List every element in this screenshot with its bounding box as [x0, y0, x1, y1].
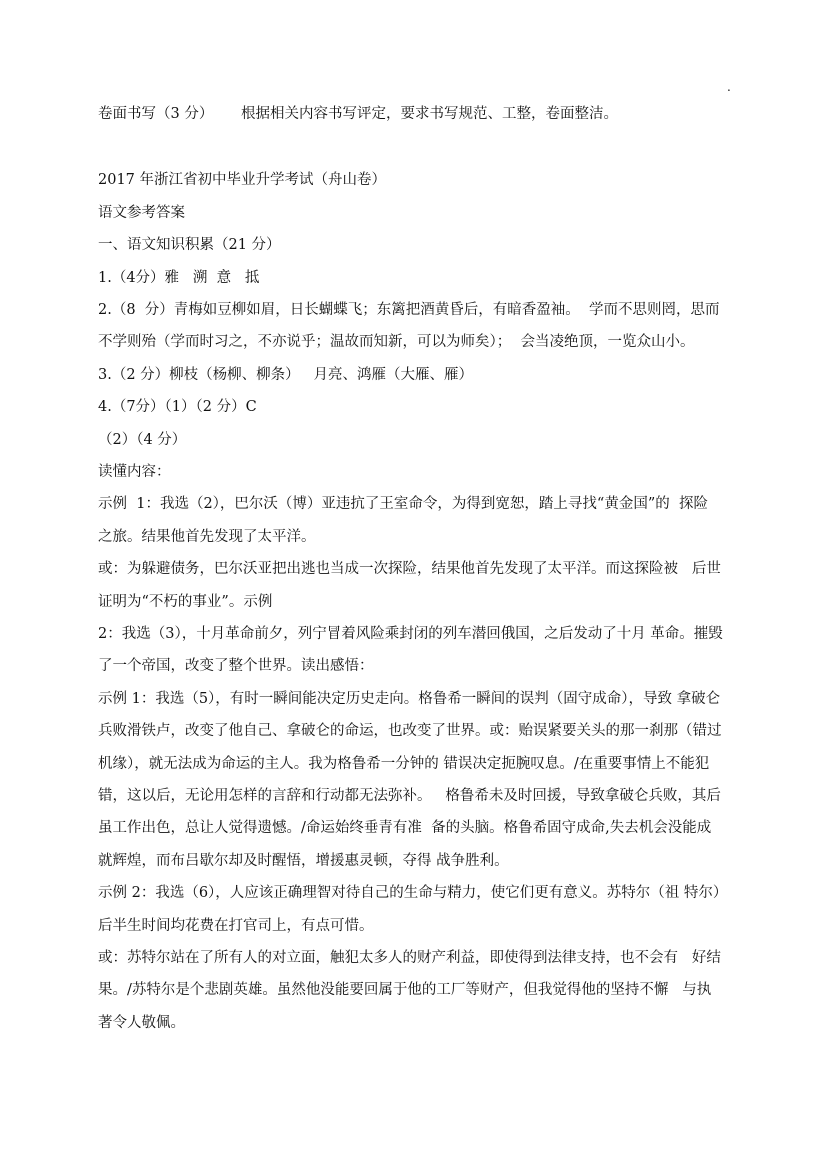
answer-line: 后半生时间均花费在打官司上，有点可惜。: [98, 918, 374, 934]
answer-line: 示例 1：我选（5），有时一瞬间能决定历史走向。格鲁希一瞬间的误判（固守成命），导致 拿破仑: [98, 691, 721, 707]
corner-mark: .: [727, 80, 731, 94]
answer-line: 2.（8 分）青梅如豆柳如眉，日长蝴蝶飞；东篱把酒黄昏后，有暗香盈袖。 学而不思则罔，思而: [98, 302, 720, 318]
answer-line: 机缘），就无法成为命运的主人。我为格鲁希一分钟的 错误决定扼腕叹息。/在重要事情上不能犯: [98, 756, 710, 772]
answer-line: 之旅。结果他首先发现了太平洋。: [98, 529, 316, 545]
answer-line: 错，这以后，无论用怎样的言辞和行动都无法弥补。 格鲁希未及时回援，导致拿破仑兵败，其后: [98, 788, 721, 804]
answer-line: 或：为躲避债务，巴尔沃亚把出逃也当成一次探险，结果他首先发现了太平洋。而这探险被 后世: [98, 561, 721, 577]
section-heading: 一、语文知识积累（21 分）: [98, 237, 281, 253]
handwriting-score-line: 卷面书写（3 分） 根据相关内容书写评定，要求书写规范、工整，卷面整洁。: [98, 106, 618, 122]
answer-line: 1.（4分）雅 溯 意 抵: [98, 270, 260, 286]
answer-line: 就辉煌，而布吕歇尔却及时醒悟，增援惠灵顿，夺得 战争胜利。: [98, 853, 509, 869]
answer-line: 果。/苏特尔是个悲剧英雄。虽然他没能要回属于他的工厂等财产，但我觉得他的坚持不懈 与执: [98, 982, 712, 998]
answer-line: 著令人敬佩。: [98, 1015, 185, 1031]
answer-line: 读懂内容：: [98, 464, 171, 480]
answer-line: 示例 1：我选（2），巴尔沃（博）亚违抗了王室命令，为得到宽恕，踏上寻找“黄金国”的 探险: [98, 496, 708, 512]
answer-line: 了一个帝国，改变了整个世界。读出感悟：: [98, 658, 374, 674]
answer-line: 3.（2 分）柳枝（杨柳、柳条） 月亮、鸿雁（大雁、雁）: [98, 367, 473, 383]
answer-line: （2）（4 分）: [98, 432, 187, 448]
answer-line: 不学则殆（学而时习之，不亦说乎；温故而知新，可以为师矣）； 会当凌绝顶，一览众山小。: [98, 334, 695, 350]
answer-line: 证明为“不朽的事业”。示例: [98, 594, 273, 610]
answer-line: 或：苏特尔站在了所有人的对立面，触犯太多人的财产利益，即使得到法律支持，也不会有 好结: [98, 950, 721, 966]
answer-line: 示例 2：我选（6），人应该正确理智对待自己的生命与精力，使它们更有意义。苏特尔（祖 特尔）: [98, 885, 728, 901]
answer-line: 4.（7分）（1）（2 分）C: [98, 399, 257, 415]
answer-line: 2：我选（3），十月革命前夕，列宁冒着风险乘封闭的列车潜回俄国，之后发动了十月 革命。摧毁: [98, 626, 723, 642]
exam-title: 2017 年浙江省初中毕业升学考试（舟山卷）: [98, 172, 387, 188]
answer-key-heading: 语文参考答案: [98, 205, 185, 221]
answer-line: 兵败滑铁卢，改变了他自己、拿破仑的命运，也改变了世界。或：贻误紧要关头的那一刹那（错过: [98, 723, 722, 739]
answer-line: 虽工作出色，总让人觉得遗憾。/命运始终垂青有准 备的头脑。格鲁希固守成命,失去机会没能成: [98, 820, 712, 836]
